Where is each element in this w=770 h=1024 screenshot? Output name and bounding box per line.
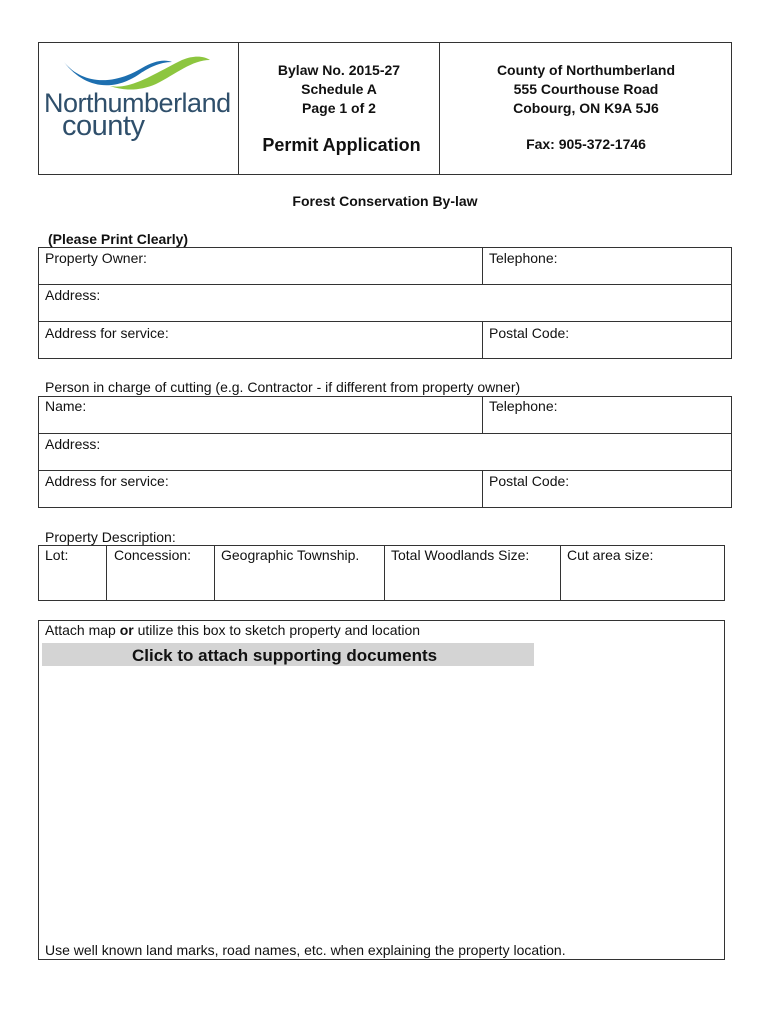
owner-address-service-field[interactable] <box>39 340 481 358</box>
cutter-postal-code-label: Postal Code: <box>489 473 570 489</box>
logo-text-line-1: Northumberland <box>44 88 231 118</box>
bylaw-number: Bylaw No. 2015-27 <box>277 62 401 78</box>
cutter-telephone-label: Telephone: <box>489 398 558 414</box>
county-logo <box>42 50 234 170</box>
sketch-instructions-part-1: Attach map <box>45 622 120 638</box>
owner-address-field[interactable] <box>39 303 731 321</box>
cutter-address-service-label: Address for service: <box>45 473 169 489</box>
county-street: 555 Courthouse Road <box>513 81 659 97</box>
cutter-name-label: Name: <box>45 398 87 414</box>
county-fax: Fax: 905-372-1746 <box>526 136 646 152</box>
owner-telephone-field[interactable] <box>483 266 731 284</box>
township-label: Geographic Township. <box>221 547 360 563</box>
county-address <box>440 61 732 118</box>
cutter-address-label: Address: <box>45 436 101 452</box>
lot-field[interactable] <box>39 566 105 598</box>
owner-telephone-label: Telephone: <box>489 250 558 266</box>
cut-area-size-field[interactable] <box>561 566 724 598</box>
cutter-name-field[interactable] <box>39 415 481 433</box>
schedule-label: Schedule A <box>301 81 377 97</box>
property-owner-field[interactable] <box>39 266 481 284</box>
bylaw-info <box>239 61 439 118</box>
lot-label: Lot: <box>45 547 69 563</box>
cutter-postal-code-field[interactable] <box>483 489 731 507</box>
property-description-heading: Property Description: <box>45 529 176 545</box>
sketch-instructions <box>45 622 420 638</box>
attach-documents-label: Click to attach supporting documents <box>132 646 438 665</box>
concession-label: Concession: <box>114 547 192 563</box>
page-indicator: Page 1 of 2 <box>302 100 376 116</box>
sketch-instructions-or: or <box>119 622 134 638</box>
attach-documents-button[interactable] <box>42 643 534 666</box>
cutter-address-field[interactable] <box>39 452 731 470</box>
woodlands-size-field[interactable] <box>385 566 559 598</box>
form-subtitle: Forest Conservation By-law <box>292 193 478 209</box>
cutter-telephone-field[interactable] <box>483 415 731 433</box>
county-city: Cobourg, ON K9A 5J6 <box>513 100 659 116</box>
print-clearly-note: (Please Print Clearly) <box>48 231 189 247</box>
cutter-address-service-field[interactable] <box>39 489 481 507</box>
owner-address-label: Address: <box>45 287 101 303</box>
logo-text-line-2: county <box>62 110 145 142</box>
owner-postal-code-field[interactable] <box>483 340 731 358</box>
form-title: Permit Application <box>262 135 421 155</box>
cutter-section-heading: Person in charge of cutting (e.g. Contractor - if different from property owner) <box>45 379 521 395</box>
property-owner-label: Property Owner: <box>45 250 147 266</box>
concession-field[interactable] <box>107 566 213 598</box>
sketch-instructions-part-2: utilize this box to sketch property and location <box>133 622 421 638</box>
county-name: County of Northumberland <box>496 62 676 78</box>
owner-address-service-label: Address for service: <box>45 325 169 341</box>
woodlands-size-label: Total Woodlands Size: <box>391 547 530 563</box>
township-field[interactable] <box>215 566 383 598</box>
cut-area-size-label: Cut area size: <box>567 547 654 563</box>
sketch-box[interactable] <box>38 620 725 960</box>
sketch-footer-note: Use well known land marks, road names, etc. when explaining the property location. <box>45 942 566 958</box>
owner-postal-code-label: Postal Code: <box>489 325 570 341</box>
